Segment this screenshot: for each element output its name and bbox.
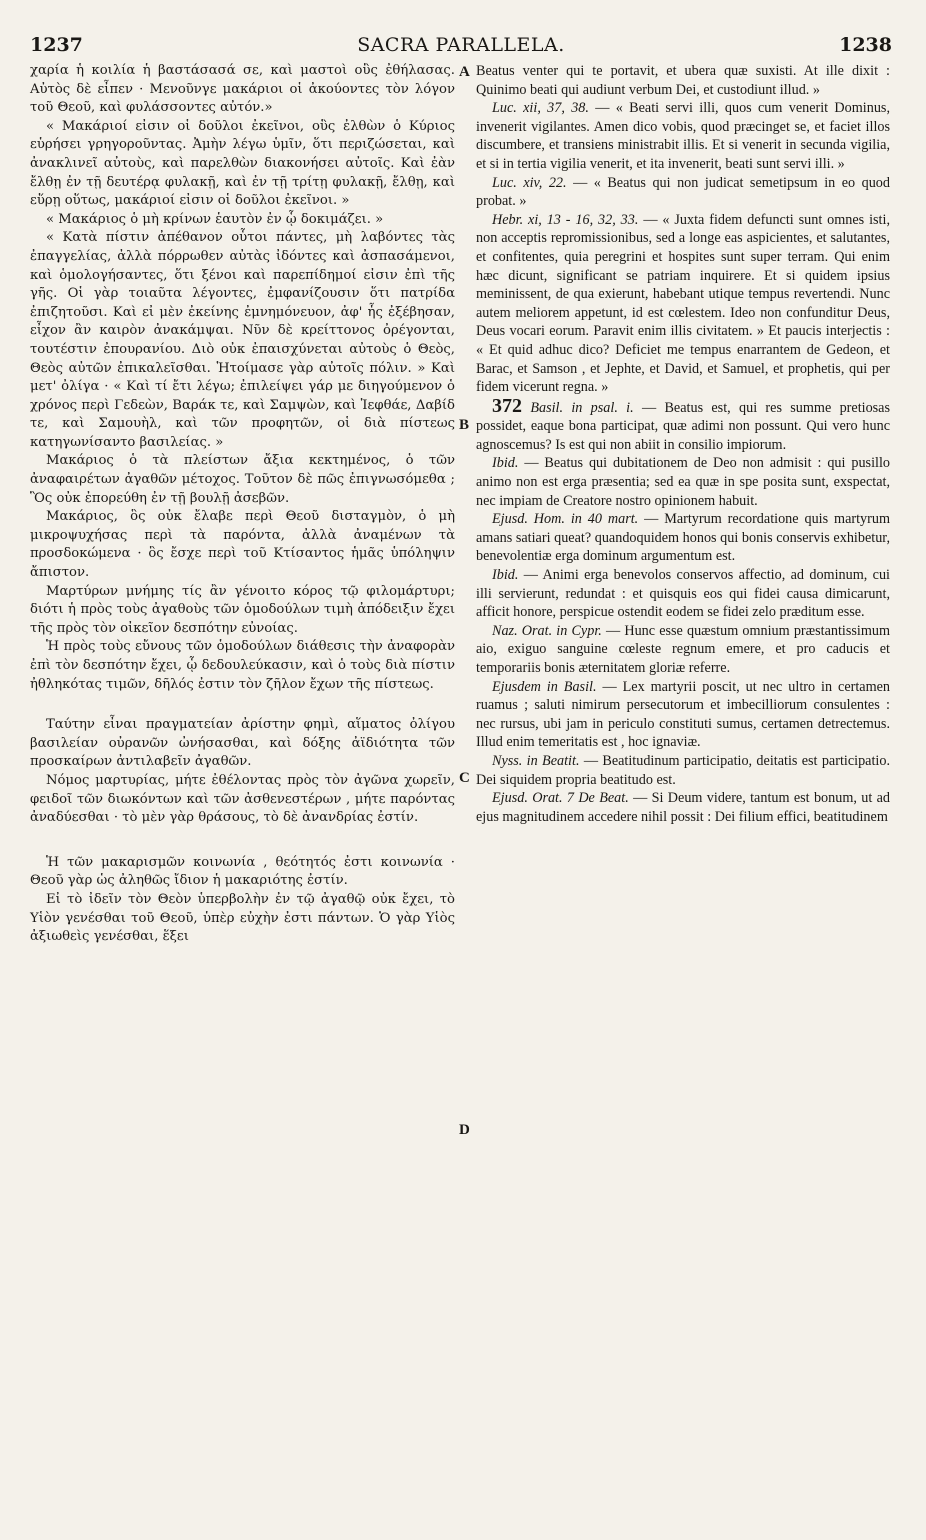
greek-paragraph: Νόμος μαρτυρίας, μήτε ἐθέλοντας πρὸς τὸν ἀγῶνα χωρεῖν, φειδοῖ τῶν διωκόντων καὶ τῶν ἀσθενεστέρων , μήτε παρόντας ἀναδύεσθαι · τὸ μὲν γὰρ θράσους, τὸ δὲ ἀνανδρίας ἐστίν. (30, 772, 455, 826)
latin-paragraph (476, 211, 890, 397)
margin-marker-c: C (459, 770, 470, 786)
latin-text: — Beatitudinum participatio, deitatis est participatio. Dei siquidem propria beatitudo est. (476, 752, 890, 788)
running-title: SACRA PARALLELA. (357, 34, 565, 56)
citation-ref: Naz. Orat. in Cypr. (492, 622, 602, 639)
latin-text: — Animi erga benevolos conservos affectio, ad dominum, cui illi servierunt, redundat : et quisquis eos qui fidei causa dimicarunt, afficit honore, perspicue ostendit eodem se fidei zelo præditum esse. (476, 567, 890, 621)
greek-paragraph: Εἰ τὸ ἰδεῖν τὸν Θεὸν ὑπερβολὴν ἐν τῷ ἀγαθῷ οὐκ ἔχει, τὸ Υἱὸν γενέσθαι τοῦ Θεοῦ, ὑπὲρ εὐχὴν ἐστι πάντων. Ὁ γὰρ Υἱὸς ἀξιωθεὶς γενέσθαι, ἕξει (30, 891, 455, 945)
latin-text: — Hunc esse quæstum omnium præstantissimum aio, exiguo sanguine cœleste regnum emere, et pro caducis et temporariis bonis æternitatem gloriæ referre. (476, 622, 891, 676)
latin-paragraph (476, 454, 890, 510)
greek-paragraph: Μαρτύρων μνήμης τίς ἂν γένοιτο κόρος τῷ φιλομάρτυρι; διότι ἡ πρὸς τοὺς ἀγαθοὺς τῶν ὁμοδούλων τιμὴ ἀπόδειξιν ἔχει τῆς πρὸς τὸν οἰκεῖον δεσπότην εὐνοίας. (30, 583, 455, 636)
latin-paragraph (476, 789, 890, 826)
citation-ref: Luc. xiv, 22. (492, 174, 567, 191)
latin-paragraph (476, 62, 890, 99)
citation-ref: Ibid. (492, 567, 519, 584)
greek-paragraph: Ταύτην εἶναι πραγματείαν ἀρίστην φημὶ, αἵματος ὀλίγου βασιλείαν οὐρανῶν ὠνήσασθαι, καὶ δόξης ἀϊδιότητα τῶν προσκαίρων ἀντιλαβεῖν ἀγαθῶν. (30, 717, 455, 770)
citation-ref: Ibid. (492, 455, 519, 472)
margin-marker-a: A (459, 64, 470, 80)
citation-ref: Ejusd. Hom. in 40 mart. (492, 511, 639, 528)
section-number: 372 (492, 394, 522, 417)
column-number-left: 1237 (30, 34, 83, 56)
citation-ref: Luc. xii, 37, 38. (492, 100, 589, 117)
greek-paragraph: Μακάριος, ὃς οὐκ ἔλαβε περὶ Θεοῦ δισταγμὸν, ὁ μὴ μικροψυχήσας περὶ τὰ παρόντα, ἀλλὰ ἀναμένων τὰ προσδοκώμενα · ὃς ἔσχε περὶ τοῦ Κτίσαντος ἡμᾶς ὑπόληψιν ἄπιστον. (30, 509, 455, 581)
latin-text: — « Beati servi illi, quos cum venerit Dominus, invenerit vigilantes. Amen dico vobis, quod præcinget se, et faciet illos discumbere, et transiens ministrabit illis. Et si venerit in secunda vigilia, et si in tertia vigilia venerit, et ita invenerit, beati sunt servi illi. » (476, 100, 891, 172)
page-header (30, 34, 892, 60)
latin-text: — Beatus est, qui res summe pretiosas possidet, eaque bona participat, quæ adimi non possunt. Qui vero hunc agnoscemus? Is est qui non abiit in consilio impiorum. (476, 399, 891, 453)
latin-text: — Lex martyrii poscit, ut nec ultro in certamen ruamus ; saluti nimirum persecutorum et imbecilliorum consulentes : nec rursus, ubi jam in periculo constituti sumus, certamen detrectemus. Illud enim temeritatis est , hoc ignaviæ. (476, 678, 891, 751)
latin-paragraph (476, 566, 890, 622)
greek-paragraph: Ἡ πρὸς τοὺς εὔνους τῶν ὁμοδούλων διάθεσις τὴν ἀναφορὰν ἐπὶ τὸν δεσπότην ἔχει, ᾧ δεδουλεύκασιν, καὶ ὁ τοὺς διὰ πίστιν ἠθληκότας τιμῶν, δῆλός ἐστιν τὸν ζῆλον ἔχων τῆς πίστεως. (30, 639, 455, 692)
greek-paragraph: « Μακάριοί εἰσιν οἱ δοῦλοι ἐκεῖνοι, οὓς ἐλθὼν ὁ Κύριος εὑρήσει γρηγοροῦντας. Ἀμὴν λέγω ὑμῖν, ὅτι περιζώσεται, καὶ ἀνακλινεῖ αὐτοὺς, καὶ παρελθὼν διακονήσει αὐτοῖς. Καὶ ἐὰν ἔλθῃ ἐν τῇ δευτέρᾳ φυλακῇ, καὶ ἐν τῇ τρίτῃ φυλακῇ, ἔλθῃ, καὶ εὕρῃ οὕτως, μακάριοί εἰσιν οἱ δοῦλοι ἐκεῖνοι. » (30, 118, 455, 209)
greek-paragraph: χαρία ἡ κοιλία ἡ βαστάσασά σε, καὶ μαστοὶ οὓς ἐθήλασας. Αὐτὸς δὲ εἶπεν · Μενοῦνγε μακάριοι οἱ ἀκούοντες τὸν λόγον τοῦ Θεοῦ, καὶ φυλάσσοντες αὐτόν.» (30, 63, 455, 116)
margin-marker-d: D (459, 1122, 470, 1138)
greek-paragraph: « Μακάριος ὁ μὴ κρίνων ἑαυτὸν ἐν ᾧ δοκιμάζει. » (46, 211, 384, 227)
margin-marker-b: B (459, 417, 470, 433)
latin-paragraph (476, 622, 890, 678)
latin-paragraph (476, 752, 890, 789)
column-number-right: 1238 (839, 34, 892, 56)
citation-ref: Ejusd. Orat. 7 De Beat. (492, 790, 629, 807)
greek-paragraph: Μακάριος ὁ τὰ πλείστων ἄξια κεκτημένος, ὁ τῶν ἀναφαιρέτων ἀγαθῶν μέτοχος. Τοῦτον δὲ πῶς ἐπιγνωσόμεθα ; Ὃς οὐκ ἐπορεύθη ἐν τῇ βουλῇ ἀσεβῶν. (30, 453, 455, 506)
latin-column (476, 62, 890, 826)
citation-ref: Hebr. xi, 13 - 16, 32, 33. (492, 211, 639, 228)
latin-text: — « Juxta fidem defuncti sunt omnes isti, non acceptis repromissionibus, sed a longe eas aspicientes, et salutantes, et confitentes, quia peregrini et hospites sunt super terram. Qui enim hæc dicunt, significant se patriam inquirere. Et si quidem ipsius meminissent, de qua exierunt, habebant utique tempus revertendi. Nunc autem meliorem appetunt, id est cœlestem. Ideo non confunditur Deus, Deus vocari eorum. Paravit enim illis civitatem. » Et paucis interjectis : « Et quid adhuc dico? Deficiet me tempus enarrantem de Gedeon, et Barac, et Samson , et Jephte, et David, et Samuel, et prophetis, qui per fidem vicerunt regna. » (476, 211, 890, 396)
latin-paragraph (476, 174, 890, 211)
latin-text: — « Beatus qui non judicat semetipsum in eo quod probat. » (476, 174, 890, 210)
citation-ref: Ejusdem in Basil. (492, 678, 597, 695)
latin-paragraph (476, 510, 890, 566)
latin-paragraph (476, 394, 891, 455)
latin-text: — Si Deum videre, tantum est bonum, ut ad ejus magnitudinem accedere nihil possit : Dei filium effici, beatitudinem (476, 790, 891, 825)
citation-ref: Basil. in psal. i. (530, 399, 634, 416)
greek-paragraph: « Κατὰ πίστιν ἀπέθανον οὗτοι πάντες, μὴ λαβόντες τὰς ἐπαγγελίας, ἀλλὰ πόρρωθεν αὐτὰς ἰδόντες καὶ ἀσπασάμενοι, καὶ ὁμολογήσαντες, ὅτι ξένοι καὶ παρεπίδημοί εἰσιν ἐπὶ τῆς γῆς. Οἱ γὰρ τοιαῦτα λέγοντες, ἐμφανίζουσιν ὅτι πατρίδα ἐπιζητοῦσι. Καὶ εἰ μὲν ἐκείνης ἐμνημόνευον, ἀφ' ἧς ἐξέβησαν, εἶχον ἂν καιρὸν ἀνακάμψαι. Νῦν δὲ κρείττονος ὀρέγονται, τουτέστιν ἐπουρανίου. Διὸ οὐκ ἐπαισχύνεται αὐτοὺς ὁ Θεὸς, Θεὸς αὐτῶν ἐπικαλεῖσθαι. Ἡτοίμασε γὰρ αὐτοῖς πόλιν. » Καὶ μετ' ὀλίγα · « Καὶ τί ἔτι λέγω; ἐπιλείψει γάρ με διηγούμενον ὁ χρόνος περὶ Γεδεὼν, Βαράκ τε, καὶ Σαμψὼν, καὶ Ἰεφθάε, Δαβίδ τε, καὶ Σαμουὴλ, καὶ τῶν προφητῶν, οἱ διὰ πίστεως κατηγωνίσαντο βασιλείας. » (30, 230, 455, 450)
latin-text: Beatus venter qui te portavit, et ubera quæ suxisti. At ille dixit : Quinimo beati qui audiunt verbum Dei, et custodiunt illud. » (476, 63, 890, 98)
latin-text: — Beatus qui dubitationem de Deo non admisit : qui pusillo animo non est erga præsentia; sed ea quæ in spe posita sunt, exspectat, nec impiam de Creatore nostro opinionem habuit. (476, 455, 890, 509)
latin-text: — Martyrum recordatione quis martyrum amans satiari queat? quandoquidem honos qui bonis conservis exhibetur, benevolentiæ erga dominum argumentum est. (476, 511, 890, 565)
latin-paragraph (476, 678, 890, 752)
greek-column (30, 62, 455, 947)
citation-ref: Nyss. in Beatit. (492, 752, 580, 769)
latin-paragraph (476, 99, 890, 173)
greek-paragraph: Ἡ τῶν μακαρισμῶν κοινωνία , θεότητός ἐστι κοινωνία · Θεοῦ γὰρ ὡς ἀληθῶς ἴδιον ἡ μακαριότης ἐστίν. (30, 854, 455, 889)
